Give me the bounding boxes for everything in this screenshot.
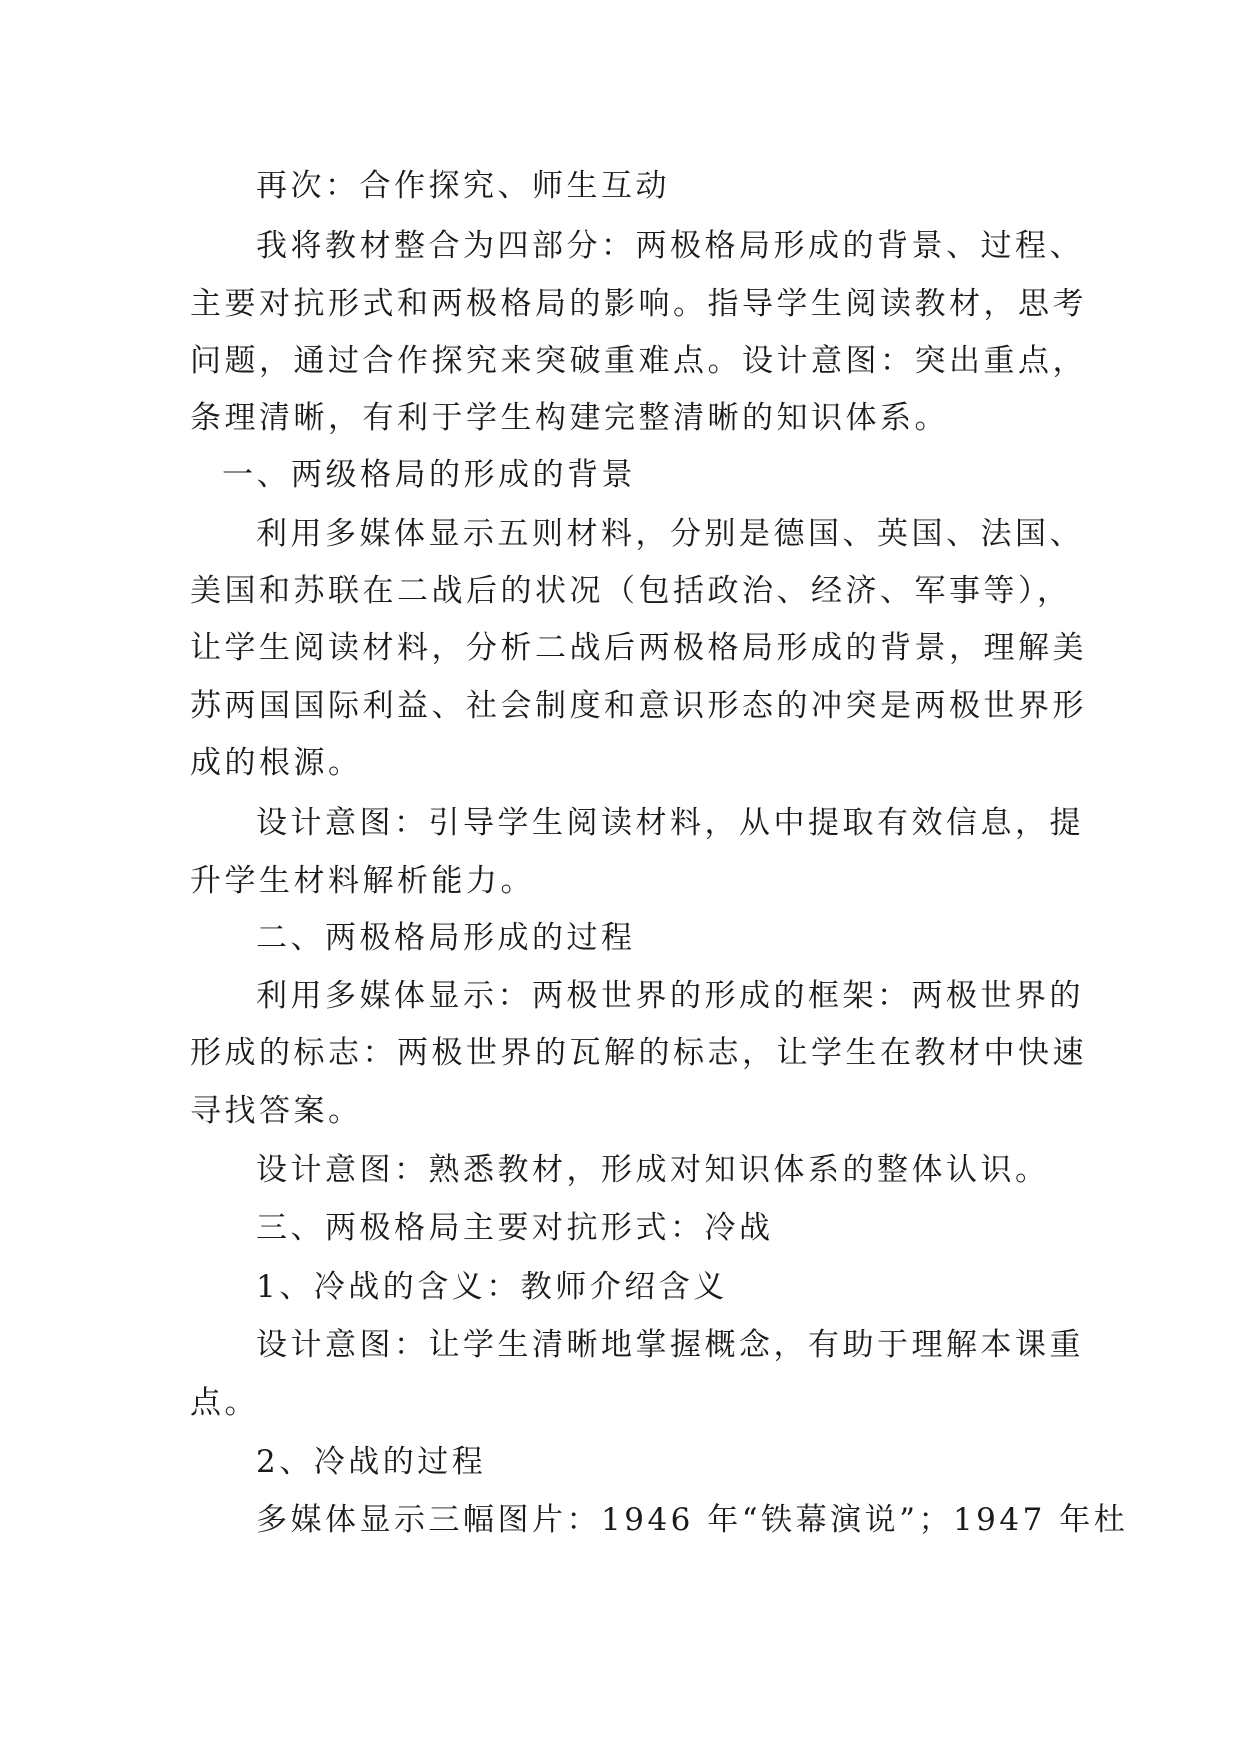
paragraph-line: 主要对抗形式和两极格局的影响。指导学生阅读教材，思考 — [190, 286, 1087, 322]
paragraph-line: 问题，通过合作探究来突破重难点。设计意图：突出重点， — [190, 343, 1087, 379]
paragraph-line: 再次：合作探究、师生互动 — [256, 168, 670, 204]
paragraph-line: 我将教材整合为四部分：两极格局形成的背景、过程、 — [256, 228, 1084, 264]
paragraph-line: 美国和苏联在二战后的状况（包括政治、经济、军事等）， — [190, 573, 1072, 609]
section-heading: 二、两极格局形成的过程 — [256, 920, 636, 956]
paragraph-line: 点。 — [190, 1385, 259, 1421]
paragraph-line: 多媒体显示三幅图片：1946 年“铁幕演说”；1947 年杜 — [256, 1502, 1129, 1538]
paragraph-line: 苏两国国际利益、社会制度和意识形态的冲突是两极世界形 — [190, 688, 1087, 724]
paragraph-line: 设计意图：让学生清晰地掌握概念，有助于理解本课重 — [256, 1327, 1084, 1363]
paragraph-line: 条理清晰，有利于学生构建完整清晰的知识体系。 — [190, 400, 949, 436]
paragraph-line: 设计意图：熟悉教材，形成对知识体系的整体认识。 — [256, 1152, 1050, 1188]
paragraph-line: 形成的标志：两极世界的瓦解的标志，让学生在教材中快速 — [190, 1035, 1087, 1071]
subsection-heading: 2、冷战的过程 — [256, 1444, 487, 1480]
paragraph-line: 利用多媒体显示：两极世界的形成的框架：两极世界的 — [256, 978, 1084, 1014]
paragraph-line: 升学生材料解析能力。 — [190, 863, 535, 899]
subsection-heading: 1、冷战的含义：教师介绍含义 — [256, 1269, 728, 1305]
section-heading: 一、两级格局的形成的背景 — [222, 457, 636, 493]
paragraph-line: 设计意图：引导学生阅读材料，从中提取有效信息，提 — [256, 805, 1084, 841]
paragraph-line: 寻找答案。 — [190, 1093, 363, 1129]
section-heading: 三、两极格局主要对抗形式：冷战 — [256, 1210, 774, 1246]
paragraph-line: 成的根源。 — [190, 745, 363, 781]
paragraph-line: 利用多媒体显示五则材料，分别是德国、英国、法国、 — [256, 516, 1084, 552]
paragraph-line: 让学生阅读材料，分析二战后两极格局形成的背景，理解美 — [190, 630, 1087, 666]
